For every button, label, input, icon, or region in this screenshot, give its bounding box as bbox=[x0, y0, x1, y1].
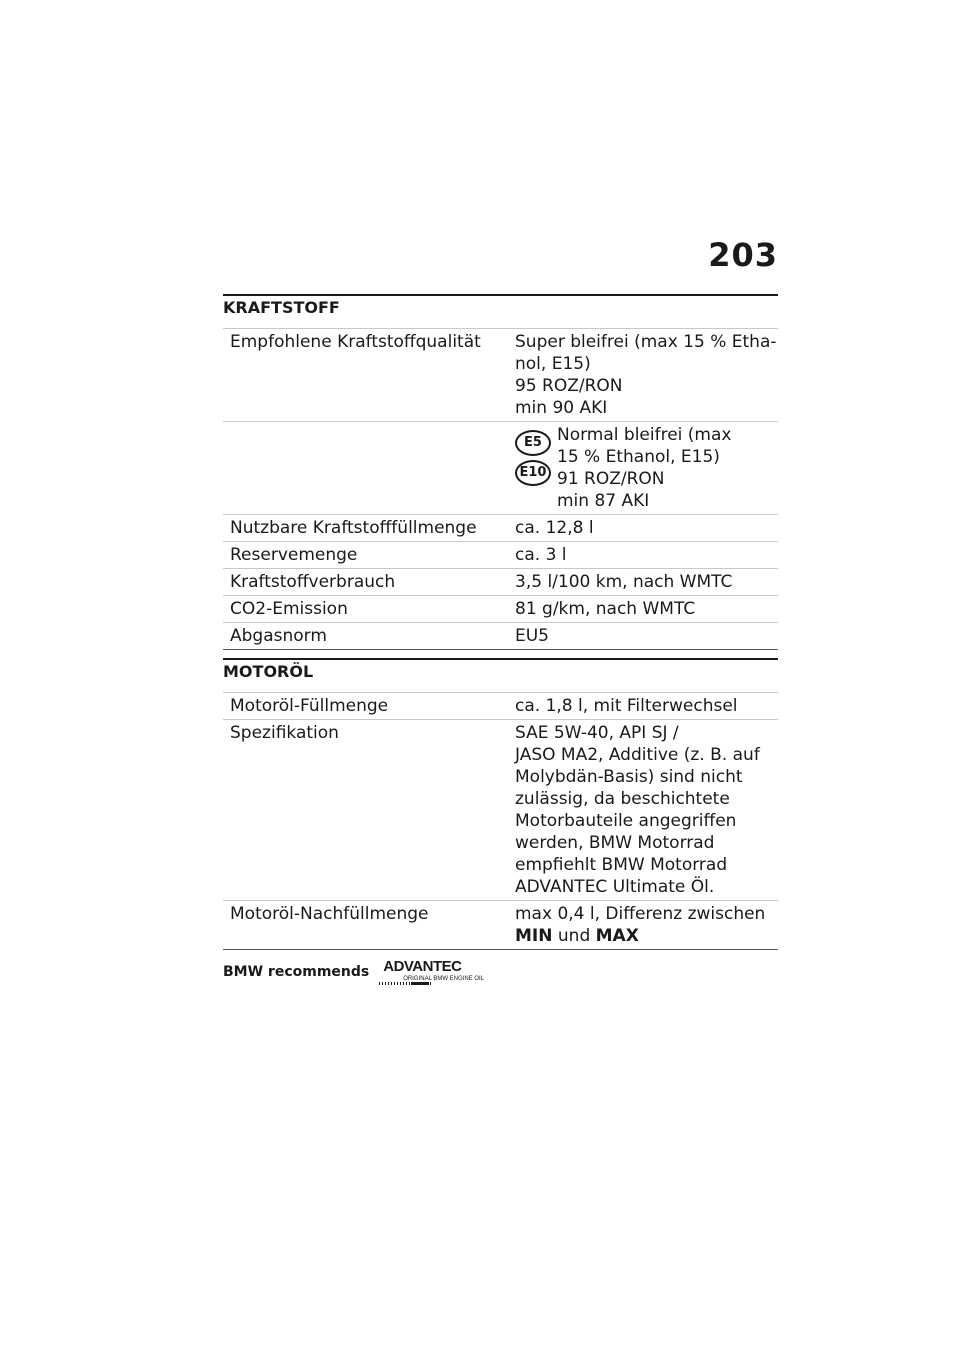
advantec-logo bbox=[379, 958, 485, 988]
row-value bbox=[508, 422, 778, 515]
table-row bbox=[223, 596, 778, 623]
value-line: min 90 AKI bbox=[515, 398, 608, 418]
value-line: werden, BMW Motorrad bbox=[515, 833, 715, 853]
logo-bar-icon bbox=[411, 982, 429, 985]
row-label: Spezifikation bbox=[223, 720, 508, 901]
value-line: zulässig, da beschichtete bbox=[515, 789, 730, 809]
bmw-recommends bbox=[223, 958, 485, 988]
recommends-text: BMW recommends bbox=[223, 964, 370, 980]
table-row bbox=[223, 569, 778, 596]
table-row bbox=[223, 422, 778, 515]
row-value: ca. 3 l bbox=[508, 542, 778, 569]
e10-fuel-icon: E10 bbox=[515, 460, 551, 486]
value-line: ADVANTEC Ultimate Öl. bbox=[515, 877, 715, 897]
section-title-kraftstoff: KRAFTSTOFF bbox=[223, 294, 778, 317]
row-label: Kraftstoffverbrauch bbox=[223, 569, 508, 596]
row-value: ca. 12,8 l bbox=[508, 515, 778, 542]
section-title-motoroel: MOTORÖL bbox=[223, 658, 778, 681]
max-mark: MAX bbox=[595, 926, 639, 946]
logo-brand: ADVANTEC bbox=[383, 958, 462, 975]
row-value bbox=[508, 329, 778, 422]
page-number: 203 bbox=[708, 236, 778, 274]
value-line: 95 ROZ/RON bbox=[515, 376, 623, 396]
row-label: Empfohlene Kraftstoffqualität bbox=[223, 329, 508, 422]
row-value: 3,5 l/100 km, nach WMTC bbox=[508, 569, 778, 596]
value-line: 91 ROZ/RON bbox=[557, 469, 665, 489]
value-line: max 0,4 l, Differenz zwischen bbox=[515, 904, 766, 924]
min-mark: MIN bbox=[515, 926, 553, 946]
row-label: Reservemenge bbox=[223, 542, 508, 569]
row-value bbox=[508, 720, 778, 901]
value-line: Super bleifrei (max 15 % Etha- bbox=[515, 332, 777, 352]
value-line: SAE 5W-40, API SJ / bbox=[515, 723, 679, 743]
value-line: Motorbauteile angegriffen bbox=[515, 811, 737, 831]
value-line: min 87 AKI bbox=[557, 491, 650, 511]
motoroel-table bbox=[223, 692, 778, 950]
row-label: Nutzbare Kraftstofffüllmenge bbox=[223, 515, 508, 542]
row-value: EU5 bbox=[508, 623, 778, 650]
table-row bbox=[223, 542, 778, 569]
row-label: Motoröl-Füllmenge bbox=[223, 693, 508, 720]
value-line: Normal bleifrei (max bbox=[557, 425, 732, 445]
table-row bbox=[223, 515, 778, 542]
table-row bbox=[223, 693, 778, 720]
value-line bbox=[515, 925, 778, 947]
row-value: 81 g/km, nach WMTC bbox=[508, 596, 778, 623]
table-row bbox=[223, 720, 778, 901]
value-line: Molybdän-Basis) sind nicht bbox=[515, 767, 743, 787]
table-row bbox=[223, 329, 778, 422]
value-line: 15 % Ethanol, E15) bbox=[557, 447, 720, 467]
table-row bbox=[223, 901, 778, 950]
row-value: ca. 1,8 l, mit Filterwechsel bbox=[508, 693, 778, 720]
row-label: Abgasnorm bbox=[223, 623, 508, 650]
logo-sub: ORIGINAL BMW ENGINE OIL bbox=[403, 976, 485, 982]
und-text: und bbox=[557, 926, 591, 946]
kraftstoff-table bbox=[223, 328, 778, 650]
row-value bbox=[508, 901, 778, 950]
value-line: nol, E15) bbox=[515, 354, 591, 374]
value-line: JASO MA2, Additive (z. B. auf bbox=[515, 745, 760, 765]
row-label: Motoröl-Nachfüllmenge bbox=[223, 901, 508, 950]
value-line: empfiehlt BMW Motorrad bbox=[515, 855, 728, 875]
table-row bbox=[223, 623, 778, 650]
row-label bbox=[223, 422, 508, 515]
row-label: CO2-Emission bbox=[223, 596, 508, 623]
e5-fuel-icon: E5 bbox=[515, 430, 551, 456]
